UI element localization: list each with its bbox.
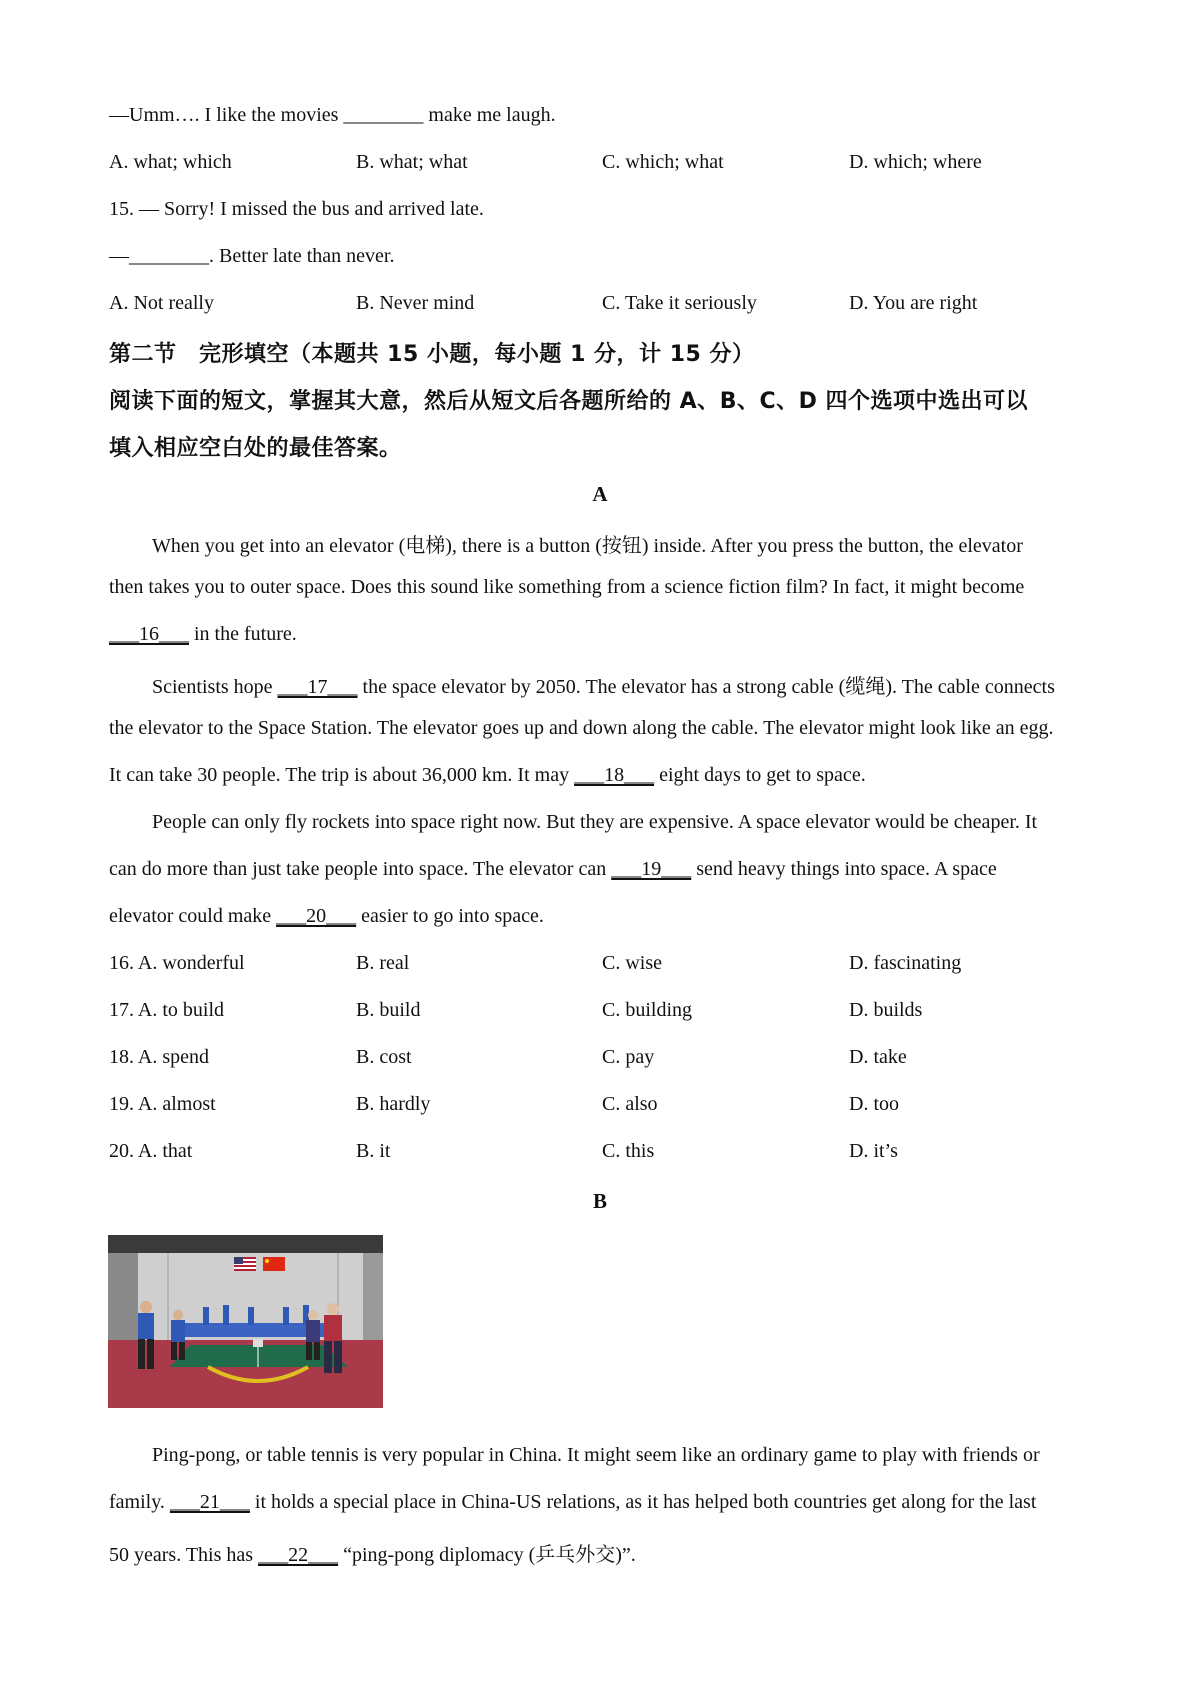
blank-21[interactable]: ___21___ — [169, 1491, 250, 1513]
q14-option-d[interactable]: D. which; where — [849, 151, 982, 173]
passage-a-line1: When you get into an elevator (电梯), there is a button (按钮) inside. After you press the button, the elevator — [152, 535, 1023, 557]
passage-a-label: A — [592, 482, 608, 506]
blank-22[interactable]: ___22___ — [258, 1544, 339, 1566]
passage-a-line2: then takes you to outer space. Does this sound like something from a science fiction film? In fact, it might become — [109, 576, 1025, 598]
q15-options — [109, 292, 1109, 322]
passage-a-line9-start: elevator could make — [109, 905, 277, 927]
q16-option-b[interactable]: B. real — [356, 952, 410, 974]
passage-a-line3 — [109, 623, 297, 646]
q20-option-a[interactable]: 20. A. that — [109, 1140, 193, 1162]
q20-option-b[interactable]: B. it — [356, 1140, 391, 1162]
q17-option-a[interactable]: 17. A. to build — [109, 999, 225, 1021]
passage-b-label: B — [592, 1189, 607, 1213]
blank-19[interactable]: ___19___ — [611, 858, 692, 880]
passage-a-line5: the elevator to the Space Station. The elevator goes up and down along the cable. The elevator might look like an egg. — [109, 717, 1054, 739]
passage-b-line2-end: it holds a special place in China-US relations, as it has helped both countries get along for the last — [249, 1491, 1037, 1513]
q15-option-b[interactable]: B. Never mind — [356, 292, 475, 314]
passage-a-line6 — [109, 764, 866, 787]
table-net — [253, 1339, 263, 1347]
blank-17[interactable]: ___17___ — [277, 676, 358, 698]
q14-option-c[interactable]: C. which; what — [602, 151, 724, 173]
table-tennis-photo — [108, 1235, 383, 1408]
section-instruction-line1: 阅读下面的短文，掌握其大意，然后从短文后各题所给的 A、B、C、D 四个选项中选出可以 — [109, 389, 1029, 414]
passage-b-line3 — [109, 1538, 636, 1567]
passage-b-line2 — [109, 1491, 1036, 1514]
q15-prompt: 15. — Sorry! I missed the bus and arrived late. — [109, 198, 484, 220]
q14-options — [109, 151, 1109, 181]
blank-16[interactable]: ___16___ — [109, 623, 189, 645]
ping-pong-table — [170, 1345, 348, 1367]
q15-option-a[interactable]: A. Not really — [109, 292, 214, 314]
q18-option-d[interactable]: D. take — [849, 1046, 907, 1068]
q15-response-line: —________. Better late than never. — [109, 245, 395, 267]
china-flag-icon — [263, 1257, 285, 1271]
section-instruction-line2: 填入相应空白处的最佳答案。 — [109, 436, 402, 461]
q19-options — [109, 1093, 1109, 1123]
blank-20[interactable]: ___20___ — [276, 905, 357, 927]
q18-option-b[interactable]: B. cost — [356, 1046, 412, 1068]
passage-b-line3-start: 50 years. This has — [109, 1544, 259, 1566]
q18-options — [109, 1046, 1109, 1076]
q14-option-b[interactable]: B. what; what — [356, 151, 468, 173]
passage-a-line6-end: eight days to get to space. — [654, 764, 866, 786]
passage-a-line9-end: easier to go into space. — [356, 905, 544, 927]
q20-options — [109, 1140, 1109, 1170]
blank-18[interactable]: ___18___ — [574, 764, 655, 786]
passage-a-line4-end: the space elevator by 2050. The elevator has a strong cable (缆绳). The cable connects — [357, 676, 1055, 698]
passage-a-line3-text: in the future. — [189, 623, 297, 645]
passage-a-line6-start: It can take 30 people. The trip is about 36,000 km. It may — [109, 764, 575, 786]
q18-option-c[interactable]: C. pay — [602, 1046, 655, 1068]
q19-option-c[interactable]: C. also — [602, 1093, 658, 1115]
q16-option-a[interactable]: 16. A. wonderful — [109, 952, 245, 974]
q15-option-d[interactable]: D. You are right — [849, 292, 978, 314]
q14-option-a[interactable]: A. what; which — [109, 151, 232, 173]
q17-option-d[interactable]: D. builds — [849, 999, 923, 1021]
q15-option-c[interactable]: C. Take it seriously — [602, 292, 757, 314]
court-barriers — [178, 1323, 328, 1337]
passage-a-line8-end: send heavy things into space. A space — [691, 858, 997, 880]
q17-option-c[interactable]: C. building — [602, 999, 693, 1021]
passage-a-line8-start: can do more than just take people into space. The elevator can — [109, 858, 612, 880]
passage-a-line4-start: Scientists hope — [152, 676, 278, 698]
q16-option-c[interactable]: C. wise — [602, 952, 662, 974]
q20-option-d[interactable]: D. it’s — [849, 1140, 898, 1162]
q19-option-a[interactable]: 19. A. almost — [109, 1093, 216, 1115]
passage-a-line7: People can only fly rockets into space right now. But they are expensive. A space elevator would be cheaper. It — [152, 811, 1038, 833]
q14-response-line: —Umm…. I like the movies ________ make me laugh. — [109, 104, 556, 126]
passage-a-line8 — [109, 858, 997, 881]
table-tennis-illustration — [108, 1235, 383, 1408]
us-flag-icon — [234, 1257, 256, 1271]
passage-b-line2-start: family. — [109, 1491, 170, 1513]
passage-b-line1: Ping-pong, or table tennis is very popular in China. It might seem like an ordinary game to play with friends or — [152, 1444, 1040, 1466]
q18-option-a[interactable]: 18. A. spend — [109, 1046, 209, 1068]
passage-a-line9 — [109, 905, 544, 928]
q19-option-b[interactable]: B. hardly — [356, 1093, 431, 1115]
q19-option-d[interactable]: D. too — [849, 1093, 899, 1115]
passage-a-line4 — [152, 670, 1055, 699]
q16-option-d[interactable]: D. fascinating — [849, 952, 962, 974]
q16-options — [109, 952, 1109, 982]
passage-b-line3-end: “ping-pong diplomacy (乒乓外交)”. — [338, 1544, 636, 1566]
q20-option-c[interactable]: C. this — [602, 1140, 655, 1162]
q17-options — [109, 999, 1109, 1029]
q17-option-b[interactable]: B. build — [356, 999, 421, 1021]
section-heading: 第二节 完形填空（本题共 15 小题，每小题 1 分，计 15 分） — [109, 342, 755, 367]
